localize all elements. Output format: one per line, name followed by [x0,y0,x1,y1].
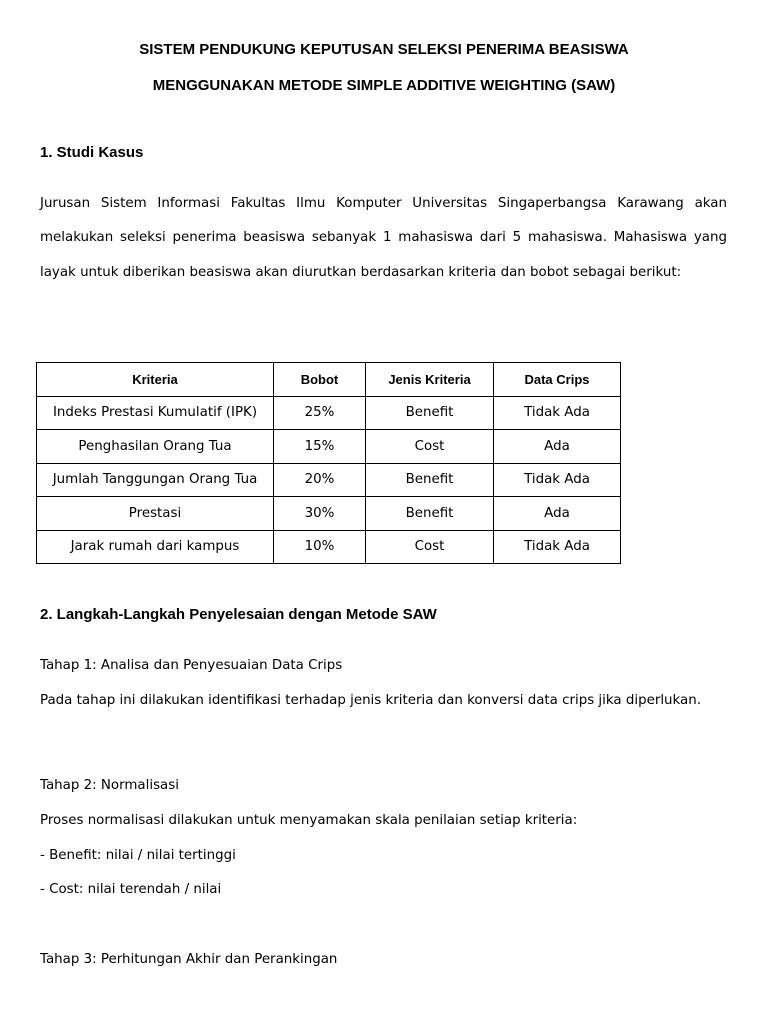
cell-bobot: 15% [274,430,366,464]
cell-jenis-kriteria: Cost [366,430,494,464]
cell-data-crips: Ada [494,430,621,464]
cell-kriteria: Jarak rumah dari kampus [37,530,274,564]
column-header-data-crips: Data Crips [494,363,621,397]
section-1-heading: 1. Studi Kasus [40,144,144,161]
cell-kriteria: Jumlah Tanggungan Orang Tua [37,463,274,497]
table-row [37,463,621,497]
table-header-row [37,363,621,397]
cell-jenis-kriteria: Benefit [366,396,494,430]
cell-data-crips: Ada [494,497,621,531]
table-row [37,497,621,531]
step-2-benefit-formula: - Benefit: nilai / nilai tertinggi [40,848,236,863]
cell-data-crips: Tidak Ada [494,396,621,430]
cell-data-crips: Tidak Ada [494,463,621,497]
cell-bobot: 20% [274,463,366,497]
case-study-paragraph: Jurusan Sistem Informasi Fakultas Ilmu Komputer Universitas Singaperbangsa Karawang akan melakukan seleksi penerima beasiswa sebanyak 1 mahasiswa dari 5 mahasiswa. Mahasiswa yang layak untuk diberikan beasiswa akan diurutkan berdasarkan kriteria dan bobot sebagai berikut: [40,196,727,280]
step-3-title: Tahap 3: Perhitungan Akhir dan Perankingan [40,952,338,967]
step-1-title: Tahap 1: Analisa dan Penyesuaian Data Crips [40,658,343,673]
step-2-title: Tahap 2: Normalisasi [40,778,179,793]
document-title-line-2: MENGGUNAKAN METODE SIMPLE ADDITIVE WEIGHTING (SAW) [152,77,616,94]
cell-bobot: 30% [274,497,366,531]
cell-kriteria: Prestasi [37,497,274,531]
column-header-jenis-kriteria: Jenis Kriteria [366,363,494,397]
cell-bobot: 10% [274,530,366,564]
table-row [37,430,621,464]
criteria-table [36,362,621,564]
document-title-line-1: SISTEM PENDUKUNG KEPUTUSAN SELEKSI PENERIMA BEASISWA [139,41,629,58]
cell-jenis-kriteria: Benefit [366,463,494,497]
cell-jenis-kriteria: Cost [366,530,494,564]
cell-kriteria: Penghasilan Orang Tua [37,430,274,464]
cell-kriteria: Indeks Prestasi Kumulatif (IPK) [37,396,274,430]
step-1-text: Pada tahap ini dilakukan identifikasi terhadap jenis kriteria dan konversi data crips jika diperlukan. [40,693,701,708]
cell-jenis-kriteria: Benefit [366,497,494,531]
table-row [37,530,621,564]
step-2-text: Proses normalisasi dilakukan untuk menyamakan skala penilaian setiap kriteria: [40,813,578,828]
table-row [37,396,621,430]
section-2-heading: 2. Langkah-Langkah Penyelesaian dengan Metode SAW [40,606,437,623]
cell-data-crips: Tidak Ada [494,530,621,564]
cell-bobot: 25% [274,396,366,430]
column-header-bobot: Bobot [274,363,366,397]
column-header-kriteria: Kriteria [37,363,274,397]
step-2-cost-formula: - Cost: nilai terendah / nilai [40,882,222,897]
